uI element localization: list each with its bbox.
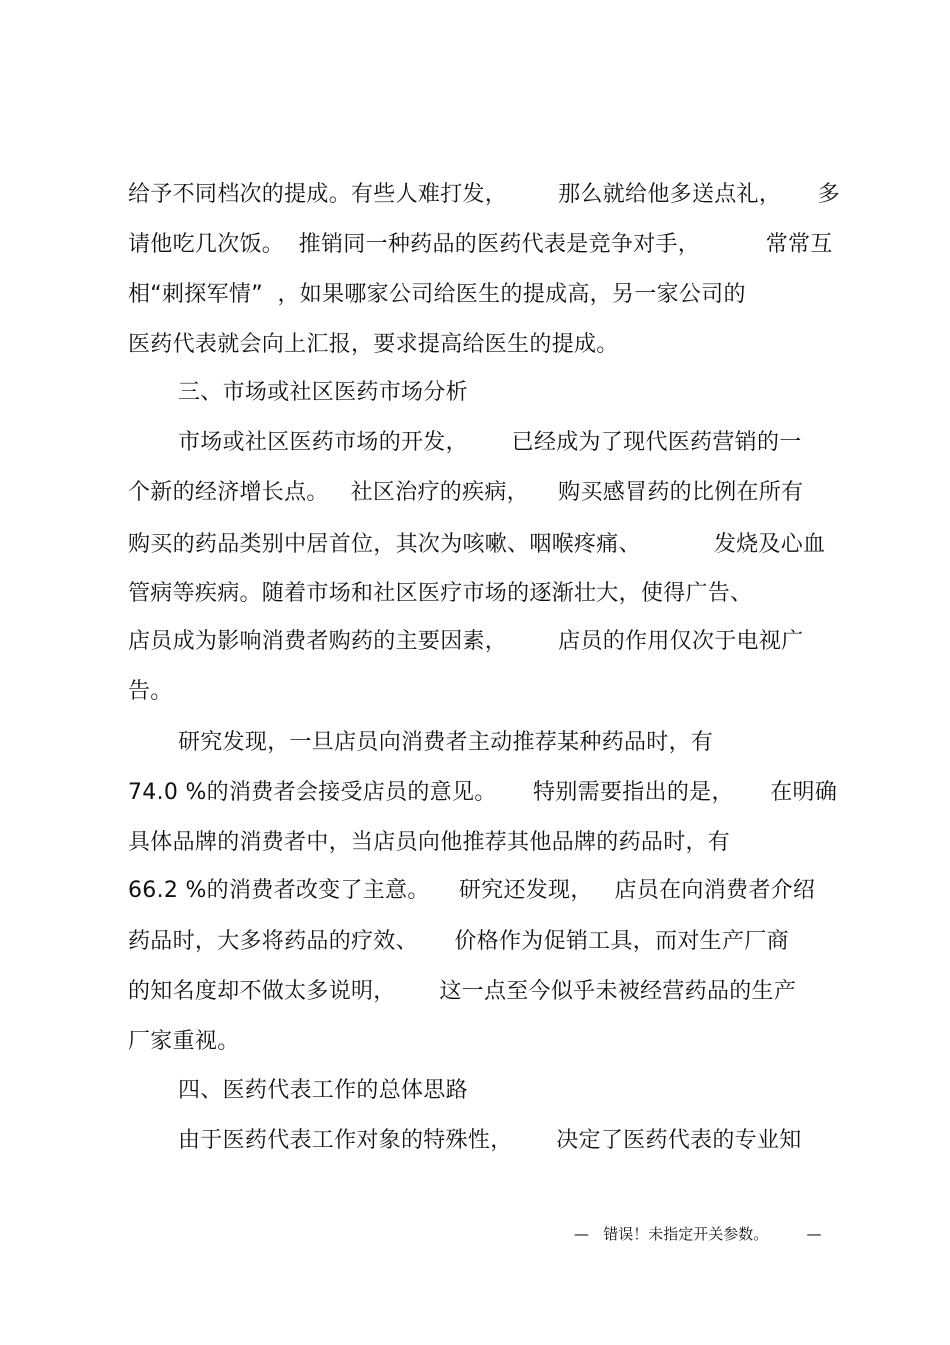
text-line: 由于医药代表工作对象的特殊性， 决定了医药代表的专业知 <box>178 1128 802 1153</box>
text-line: 个新的经济增长点。 社区治疗的疾病， 购买感冒药的比例在所有 <box>128 480 804 505</box>
text-line: 购买的药品类别中居首位，其次为咳嗽、咽喉疼痛、 发烧及心血 <box>128 532 826 557</box>
text-line: 告。 <box>128 679 173 704</box>
text-line: 市场或社区医药市场的开发， 已经成为了现代医药营销的一 <box>178 430 802 455</box>
page-footer: — 错误！未指定开关参数。 — <box>574 1225 822 1243</box>
text-line: 的知名度却不做太多说明， 这一点至今似乎未被经营药品的生产 <box>128 979 797 1004</box>
text-line: 相“刺探军情” ，如果哪家公司给医生的提成高，另一家公司的 <box>128 282 746 307</box>
text-line: 给予不同档次的提成。有些人难打发， 那么就给他多送点礼， 多 <box>128 182 840 207</box>
text-line: 厂家重视。 <box>128 1029 240 1054</box>
text-line: 医药代表就会向上汇报，要求提高给医生的提成。 <box>128 332 619 357</box>
text-line: 药品时，大多将药品的疗效、 价格作为促销工具，而对生产厂商 <box>128 929 789 954</box>
text-line: 管病等疾病。随着市场和社区医疗市场的逐渐壮大，使得广告、 <box>128 581 753 606</box>
section-heading: 四、医药代表工作的总体思路 <box>178 1078 468 1103</box>
text-line: 店员成为影响消费者购药的主要因素， 店员的作用仅次于电视广 <box>128 629 804 654</box>
text-line: 具体品牌的消费者中，当店员向他推荐其他品牌的药品时，有 <box>128 830 731 855</box>
section-heading: 三、市场或社区医药市场分析 <box>178 380 468 405</box>
text-line: 66.2 %的消费者改变了主意。 研究还发现， 店员在向消费者介绍 <box>128 878 816 903</box>
text-line: 请他吃几次饭。 推销同一种药品的医药代表是竞争对手， 常常互 <box>128 232 833 257</box>
text-line: 研究发现，一旦店员向消费者主动推荐某种药品时，有 <box>178 730 714 755</box>
text-line: 74.0 %的消费者会接受店员的意见。 特别需要指出的是， 在明确 <box>128 780 838 805</box>
